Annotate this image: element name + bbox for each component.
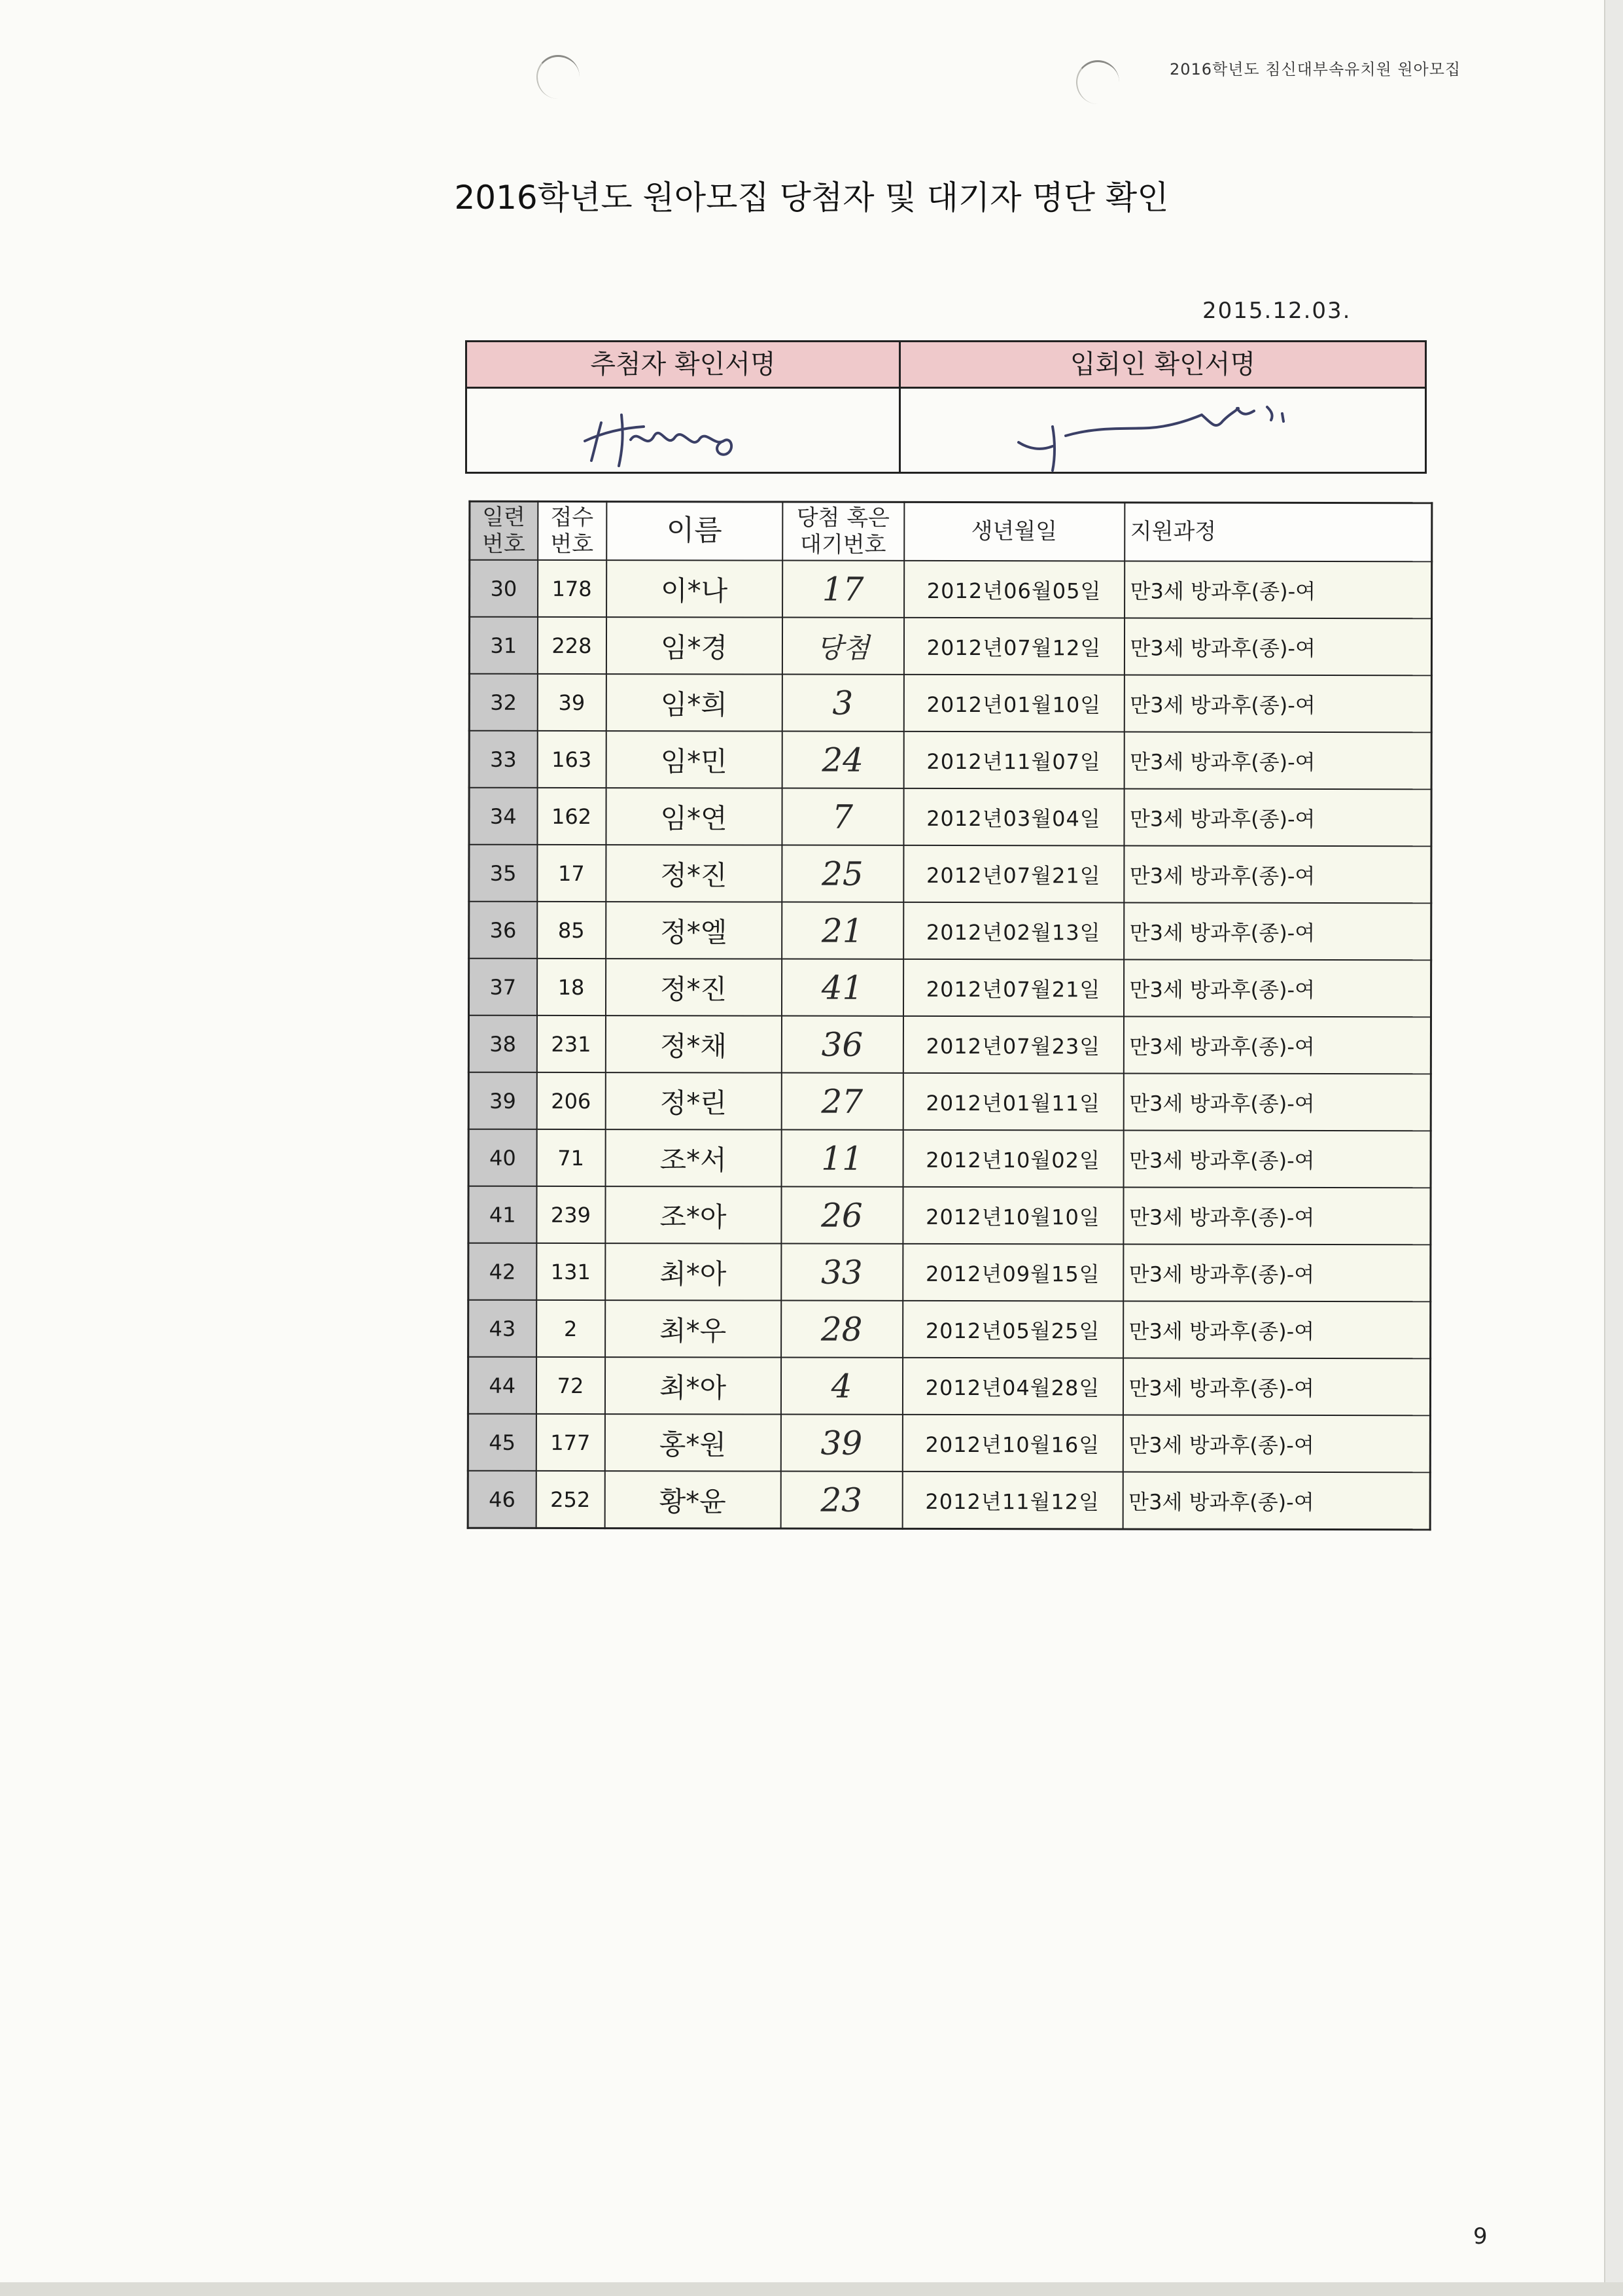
name-cell: 임*희 — [606, 674, 782, 731]
table-row — [468, 1186, 1431, 1245]
result-cell: 7 — [782, 788, 903, 845]
seq-cell: 32 — [469, 674, 537, 731]
witness-signature — [901, 389, 1425, 472]
name-cell: 임*경 — [606, 617, 782, 674]
result-cell: 41 — [781, 959, 903, 1016]
table-row — [469, 674, 1431, 733]
seq-cell: 38 — [468, 1016, 536, 1072]
table-row — [469, 731, 1431, 790]
course-cell: 만3세 방과후(종)-여 — [1123, 1472, 1430, 1529]
name-cell: 최*우 — [605, 1300, 781, 1357]
course-cell: 만3세 방과후(종)-여 — [1123, 1301, 1431, 1358]
seq-cell: 40 — [468, 1129, 536, 1186]
table-row — [468, 1357, 1430, 1416]
course-cell: 만3세 방과후(종)-여 — [1123, 1016, 1431, 1074]
applicant-table — [467, 501, 1433, 1531]
seq-cell: 31 — [469, 617, 537, 674]
col-result: 당첨 혹은 대기번호 — [782, 502, 904, 561]
receipt-cell: 163 — [537, 731, 606, 788]
scan-bottom-edge — [0, 2282, 1623, 2296]
seq-cell: 36 — [469, 902, 537, 959]
signature-table — [465, 340, 1427, 474]
result-cell: 4 — [780, 1358, 902, 1415]
result-cell: 27 — [781, 1073, 903, 1130]
result-cell: 39 — [780, 1415, 902, 1472]
receipt-cell: 72 — [536, 1357, 604, 1414]
seq-cell: 30 — [470, 560, 538, 617]
seq-cell: 39 — [468, 1072, 536, 1129]
course-cell: 만3세 방과후(종)-여 — [1124, 732, 1431, 789]
result-cell: 26 — [781, 1187, 903, 1244]
receipt-cell: 177 — [536, 1414, 604, 1471]
receipt-cell: 85 — [537, 902, 606, 959]
birth-cell: 2012년10월16일 — [902, 1415, 1123, 1472]
result-cell: 28 — [781, 1301, 903, 1358]
seq-cell: 46 — [468, 1471, 536, 1528]
course-cell: 만3세 방과후(종)-여 — [1123, 1073, 1431, 1131]
seq-cell: 45 — [468, 1414, 536, 1471]
col-name: 이름 — [606, 502, 782, 561]
header-note: 2016학년도 침신대부속유치원 원아모집 — [1170, 60, 1461, 79]
receipt-cell: 206 — [536, 1072, 605, 1129]
result-cell: 25 — [782, 845, 903, 902]
document-date: 2015.12.03. — [1202, 298, 1352, 324]
col-receipt: 접수 번호 — [538, 501, 606, 560]
birth-cell: 2012년04월28일 — [902, 1358, 1123, 1415]
name-cell: 정*채 — [605, 1016, 781, 1072]
seq-cell: 35 — [469, 845, 537, 902]
drawer-signature-label: 추첨자 확인서명 — [590, 349, 776, 380]
course-cell: 만3세 방과후(종)-여 — [1124, 618, 1431, 675]
receipt-cell: 18 — [536, 959, 605, 1016]
birth-cell: 2012년05월25일 — [903, 1301, 1123, 1358]
birth-cell: 2012년11월07일 — [903, 732, 1124, 789]
birth-cell: 2012년07월23일 — [903, 1016, 1123, 1074]
name-cell: 황*윤 — [604, 1471, 780, 1528]
course-cell: 만3세 방과후(종)-여 — [1124, 845, 1431, 903]
result-cell: 36 — [781, 1016, 903, 1073]
name-cell: 조*서 — [605, 1129, 781, 1186]
seq-cell: 34 — [469, 788, 537, 845]
birth-cell: 2012년09월15일 — [903, 1244, 1123, 1301]
table-row — [469, 845, 1431, 904]
table-row — [470, 560, 1432, 619]
col-course: 지원과정 — [1125, 503, 1432, 561]
birth-cell: 2012년11월12일 — [902, 1472, 1123, 1529]
birth-cell: 2012년10월10일 — [903, 1187, 1123, 1245]
course-cell: 만3세 방과후(종)-여 — [1123, 959, 1431, 1017]
name-cell: 최*아 — [605, 1243, 781, 1300]
receipt-cell: 231 — [536, 1016, 605, 1072]
receipt-cell: 252 — [536, 1471, 604, 1528]
page-number: 9 — [1473, 2223, 1488, 2250]
table-row — [468, 1072, 1431, 1131]
result-cell: 당첨 — [782, 618, 903, 675]
name-cell: 정*엘 — [606, 902, 782, 959]
table-row — [468, 1016, 1431, 1074]
table-row — [469, 788, 1431, 847]
name-cell: 임*민 — [606, 731, 782, 788]
receipt-cell: 178 — [538, 560, 606, 617]
name-cell: 정*린 — [605, 1072, 781, 1129]
seq-cell: 44 — [468, 1357, 536, 1414]
birth-cell: 2012년02월13일 — [903, 902, 1124, 960]
table-row — [468, 1300, 1431, 1359]
col-seq: 일련 번호 — [470, 501, 538, 560]
result-cell: 23 — [780, 1472, 902, 1529]
birth-cell: 2012년07월21일 — [903, 845, 1124, 903]
page-title: 2016학년도 원아모집 당첨자 및 대기자 명단 확인 — [454, 179, 1169, 217]
seq-cell: 43 — [468, 1300, 536, 1357]
drawer-signature — [467, 389, 899, 472]
table-row — [468, 959, 1431, 1017]
seq-cell: 33 — [469, 731, 537, 788]
birth-cell: 2012년10월02일 — [903, 1130, 1123, 1188]
course-cell: 만3세 방과후(종)-여 — [1123, 1244, 1431, 1301]
seq-cell: 41 — [468, 1186, 536, 1243]
course-cell: 만3세 방과후(종)-여 — [1123, 1130, 1431, 1188]
birth-cell: 2012년03월04일 — [903, 788, 1124, 846]
name-cell: 홍*원 — [604, 1414, 780, 1471]
result-cell: 24 — [782, 732, 903, 788]
result-cell: 11 — [781, 1130, 903, 1187]
table-row — [469, 617, 1431, 676]
signature-header — [467, 342, 1425, 389]
name-cell: 최*아 — [604, 1357, 780, 1414]
birth-cell: 2012년06월05일 — [904, 561, 1125, 618]
table-row — [469, 902, 1431, 961]
page-edge — [1604, 0, 1623, 2296]
witness-signature-label: 입회인 확인서명 — [1070, 349, 1256, 380]
receipt-cell: 71 — [536, 1129, 605, 1186]
table-row — [468, 1471, 1430, 1530]
receipt-cell: 131 — [536, 1243, 605, 1300]
name-cell: 임*연 — [606, 788, 782, 845]
name-cell: 이*나 — [606, 560, 782, 617]
receipt-cell: 17 — [537, 845, 606, 902]
birth-cell: 2012년01월11일 — [903, 1073, 1123, 1131]
punch-hole-right — [1076, 60, 1119, 104]
name-cell: 정*진 — [606, 845, 782, 902]
punch-hole-left — [536, 55, 580, 99]
name-cell: 정*진 — [605, 959, 781, 1016]
course-cell: 만3세 방과후(종)-여 — [1124, 675, 1431, 732]
course-cell: 만3세 방과후(종)-여 — [1124, 788, 1431, 846]
table-header-row — [470, 501, 1432, 561]
table-row — [468, 1414, 1430, 1473]
course-cell: 만3세 방과후(종)-여 — [1125, 561, 1432, 618]
course-cell: 만3세 방과후(종)-여 — [1123, 1358, 1430, 1415]
seq-cell: 37 — [468, 959, 536, 1016]
col-birth: 생년월일 — [904, 502, 1125, 561]
receipt-cell: 228 — [537, 617, 606, 674]
course-cell: 만3세 방과후(종)-여 — [1124, 902, 1431, 960]
receipt-cell: 162 — [537, 788, 606, 845]
course-cell: 만3세 방과후(종)-여 — [1123, 1415, 1430, 1472]
birth-cell: 2012년07월12일 — [903, 618, 1124, 675]
table-row — [468, 1129, 1431, 1188]
seq-cell: 42 — [468, 1243, 536, 1300]
course-cell: 만3세 방과후(종)-여 — [1123, 1187, 1431, 1245]
receipt-cell: 239 — [536, 1186, 605, 1243]
birth-cell: 2012년01월10일 — [903, 675, 1124, 732]
result-cell: 21 — [782, 902, 903, 959]
birth-cell: 2012년07월21일 — [903, 959, 1123, 1017]
table-row — [468, 1243, 1431, 1302]
receipt-cell: 2 — [536, 1300, 605, 1357]
result-cell: 33 — [781, 1244, 903, 1301]
result-cell: 17 — [782, 561, 904, 618]
name-cell: 조*아 — [605, 1186, 781, 1243]
receipt-cell: 39 — [537, 674, 606, 731]
result-cell: 3 — [782, 675, 903, 732]
